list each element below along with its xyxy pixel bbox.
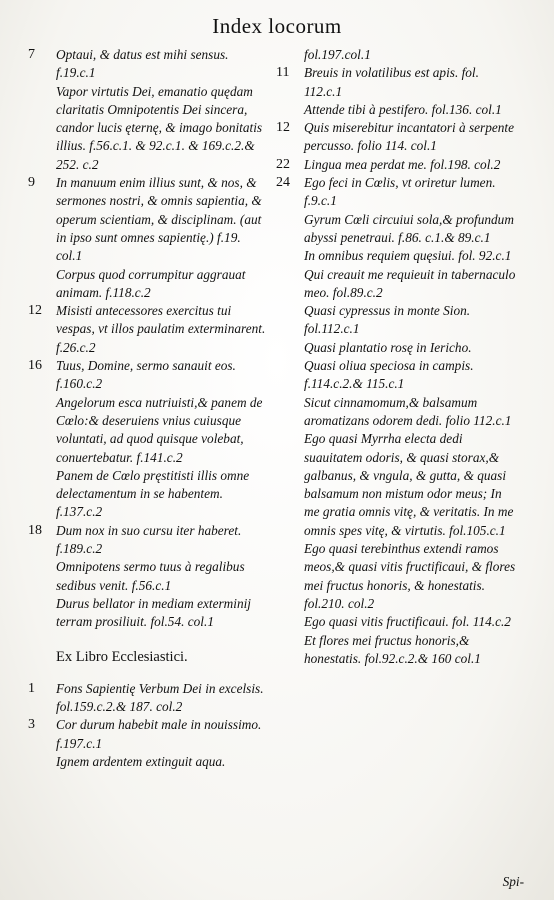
index-entry	[276, 540, 516, 613]
index-entry	[28, 522, 266, 559]
verse-number: 18	[28, 522, 42, 538]
verse-number: 3	[28, 717, 35, 733]
index-entry	[276, 101, 516, 119]
index-entry	[28, 46, 266, 83]
entry-text: Quasi plantatio rosę in Iericho.	[304, 339, 472, 355]
entry-text: Ego feci in Cœlis, vt oriretur lumen. f.9.c.1	[304, 175, 496, 209]
index-entry	[276, 430, 516, 540]
index-entry	[28, 753, 266, 771]
entry-text: In manuum enim illius sunt, & nos, & sermones nostri, & omnis sapientia, & operum scientiam, & disciplinam. (aut in ipso sunt omnes sapientię.) f.19. col.1	[56, 175, 262, 264]
verse-number: 12	[28, 303, 42, 319]
index-entry	[28, 302, 266, 357]
entry-text: Ego quasi terebinthus extendi ramos meos,& quasi vitis fructificaui, & flores mei fructus honoris, & honestatis. fol.210. col.2	[304, 541, 516, 611]
page-title: Index locorum	[212, 14, 342, 38]
verse-number: 24	[276, 175, 290, 191]
entry-text: Cor durum habebit male in nouissimo. f.197.c.1	[56, 717, 262, 751]
index-entry	[276, 339, 516, 357]
index-entry	[276, 64, 516, 101]
entry-text: Quis miserebitur incantatori à serpente percusso. folio 114. col.1	[304, 120, 515, 154]
entry-text: Vapor virtutis Dei, emanatio quędam claritatis Omnipotentis Dei sincera, candor lucis ęternę, & imago bonitatis illius. f.56.c.1. & 92.c.1. & 169.c.2.& 252. c.2	[56, 83, 263, 172]
index-entry	[276, 357, 516, 394]
verse-number: 11	[276, 65, 290, 81]
entry-text: Attende tibi à pestifero. fol.136. col.1	[304, 101, 502, 117]
index-entry	[276, 46, 516, 64]
entry-text: Tuus, Domine, sermo sanauit eos. f.160.c.2	[56, 358, 236, 392]
entry-text: Panem de Cœlo pręstitisti illis omne delectamentum in se habentem. f.137.c.2	[56, 467, 250, 520]
entry-text: Et flores mei fructus honoris,& honestatis. fol.92.c.2.& 160 col.1	[304, 632, 481, 666]
left-entries	[28, 46, 266, 632]
verse-number: 12	[276, 120, 290, 136]
entry-text: Breuis in volatilibus est apis. fol. 112.c.1	[304, 65, 479, 99]
verse-number: 1	[28, 680, 35, 696]
entry-text: Sicut cinnamomum,& balsamum aromatizans odorem dedi. folio 112.c.1	[304, 394, 512, 428]
entry-text: Qui creauit me requieuit in tabernaculo meo. fol.89.c.2	[304, 266, 516, 300]
left-entries-2	[28, 680, 266, 771]
entry-text: fol.197.col.1	[304, 47, 371, 62]
index-entry	[28, 595, 266, 632]
index-entry	[276, 394, 516, 431]
verse-number: 7	[28, 47, 35, 62]
entry-text: Misisti antecessores exercitus tui vespas, vt illos paulatim exterminarent. f.26.c.2	[56, 303, 266, 355]
index-entry	[28, 394, 266, 467]
entry-text: Gyrum Cœli circuiui sola,& profundum abyssi penetraui. f.86. c.1.& 89.c.1	[304, 211, 514, 245]
index-entry	[28, 558, 266, 595]
index-entry	[28, 83, 266, 174]
index-entry	[276, 613, 516, 631]
verse-number: 16	[28, 358, 42, 374]
right-entries	[276, 46, 516, 668]
index-entry	[28, 680, 266, 717]
index-entry	[28, 266, 266, 303]
entry-text: Lingua mea perdat me. fol.198. col.2	[304, 156, 501, 172]
index-entry	[276, 174, 516, 211]
index-entry	[276, 632, 516, 669]
index-entry	[276, 211, 516, 248]
index-entry	[276, 302, 516, 339]
entry-text: Ego quasi vitis fructificaui. fol. 114.c.2	[304, 614, 511, 630]
verse-number: 9	[28, 175, 35, 191]
right-column	[276, 46, 516, 668]
left-column	[28, 46, 266, 771]
entry-text: Ignem ardentem extinguit aqua.	[56, 753, 226, 769]
index-entry	[276, 266, 516, 303]
entry-text: Corpus quod corrumpitur aggrauat animam. f.118.c.2	[56, 266, 246, 300]
entry-text: Optaui, & datus est mihi sensus. f.19.c.1	[56, 47, 229, 81]
section-heading: Ex Libro Ecclesiastici.	[56, 648, 188, 665]
entry-text: Quasi oliua speciosa in campis. f.114.c.2.& 115.c.1	[304, 358, 474, 392]
entry-text: Dum nox in suo cursu iter haberet. f.189.c.2	[56, 522, 242, 557]
index-entry	[276, 119, 516, 156]
entry-text: Ego quasi Myrrha electa dedi suauitatem odoris, & quasi storax,& galbanus, & vngula, & gutta, & quasi balsamum non mistum odor meus; In me gratia omnis vitę, & veritatis. In me omnis spes vitę, & virtutis. fol.105.c.1	[304, 431, 514, 538]
entry-text: Fons Sapientię Verbum Dei in excelsis. fol.159.c.2.& 187. col.2	[56, 680, 264, 715]
index-entry	[28, 357, 266, 394]
catchword: Spi-	[502, 874, 524, 889]
index-entry	[276, 247, 516, 265]
entry-text: In omnibus requiem quęsiui. fol. 92.c.1	[304, 248, 512, 264]
index-entry	[276, 156, 516, 174]
entry-text: Angelorum esca nutriuisti,& panem de Cœlo:& deseruiens vnius cuiusque voluntati, ad quod quisque volebat, conuertebatur. f.141.c.2	[56, 394, 263, 465]
verse-number: 22	[276, 156, 290, 172]
entry-text: Durus bellator in mediam exterminij terram prosiliuit. fol.54. col.1	[56, 595, 251, 630]
index-entry	[28, 467, 266, 522]
entry-text: Omnipotens sermo tuus à regalibus sedibus venit. f.56.c.1	[56, 559, 245, 593]
index-entry	[28, 174, 266, 265]
entry-text: Quasi cypressus in monte Sion. fol.112.c.1	[304, 303, 471, 337]
index-entry	[28, 716, 266, 753]
